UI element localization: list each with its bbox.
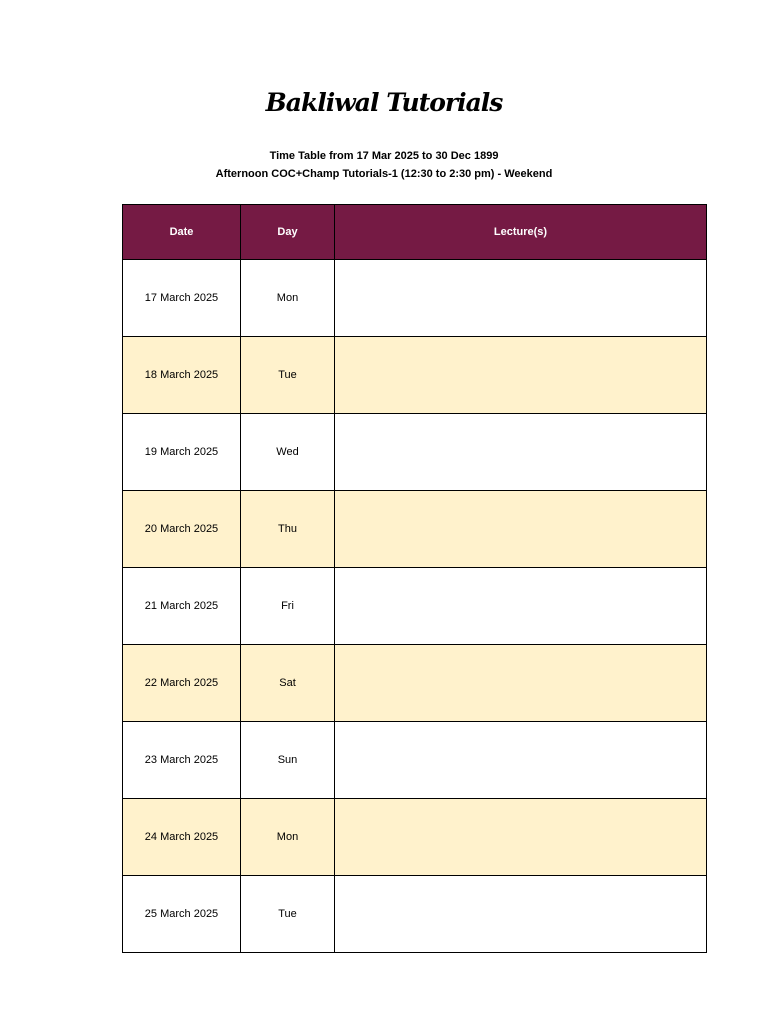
date-cell: 19 March 2025	[123, 414, 241, 491]
header-day: Day	[241, 205, 335, 260]
day-cell: Tue	[241, 876, 335, 953]
batch-description: Afternoon COC+Champ Tutorials-1 (12:30 to 2:30 pm) - Weekend	[215, 168, 553, 180]
date-cell: 24 March 2025	[123, 799, 241, 876]
page-title: Bakliwal Tutorials	[265, 88, 503, 117]
day-cell: Mon	[241, 260, 335, 337]
lectures-cell	[335, 645, 707, 722]
date-cell: 23 March 2025	[123, 722, 241, 799]
table-row	[123, 799, 707, 876]
table-row	[123, 414, 707, 491]
table-header-row	[123, 205, 707, 260]
day-cell: Sun	[241, 722, 335, 799]
day-cell: Tue	[241, 337, 335, 414]
table-row	[123, 876, 707, 953]
table-row	[123, 260, 707, 337]
lectures-cell	[335, 568, 707, 645]
table-row	[123, 491, 707, 568]
table-row	[123, 722, 707, 799]
lectures-cell	[335, 491, 707, 568]
table-row	[123, 645, 707, 722]
table-row	[123, 568, 707, 645]
date-cell: 17 March 2025	[123, 260, 241, 337]
header-date: Date	[123, 205, 241, 260]
day-cell: Wed	[241, 414, 335, 491]
lectures-cell	[335, 414, 707, 491]
date-cell: 25 March 2025	[123, 876, 241, 953]
date-cell: 20 March 2025	[123, 491, 241, 568]
timetable	[122, 204, 707, 953]
date-cell: 21 March 2025	[123, 568, 241, 645]
day-cell: Thu	[241, 491, 335, 568]
lectures-cell	[335, 876, 707, 953]
header-lectures: Lecture(s)	[335, 205, 707, 260]
day-cell: Sat	[241, 645, 335, 722]
lectures-cell	[335, 799, 707, 876]
lectures-cell	[335, 722, 707, 799]
date-cell: 18 March 2025	[123, 337, 241, 414]
lectures-cell	[335, 337, 707, 414]
timetable-range: Time Table from 17 Mar 2025 to 30 Dec 1899	[269, 150, 499, 162]
day-cell: Mon	[241, 799, 335, 876]
lectures-cell	[335, 260, 707, 337]
table-row	[123, 337, 707, 414]
date-cell: 22 March 2025	[123, 645, 241, 722]
day-cell: Fri	[241, 568, 335, 645]
